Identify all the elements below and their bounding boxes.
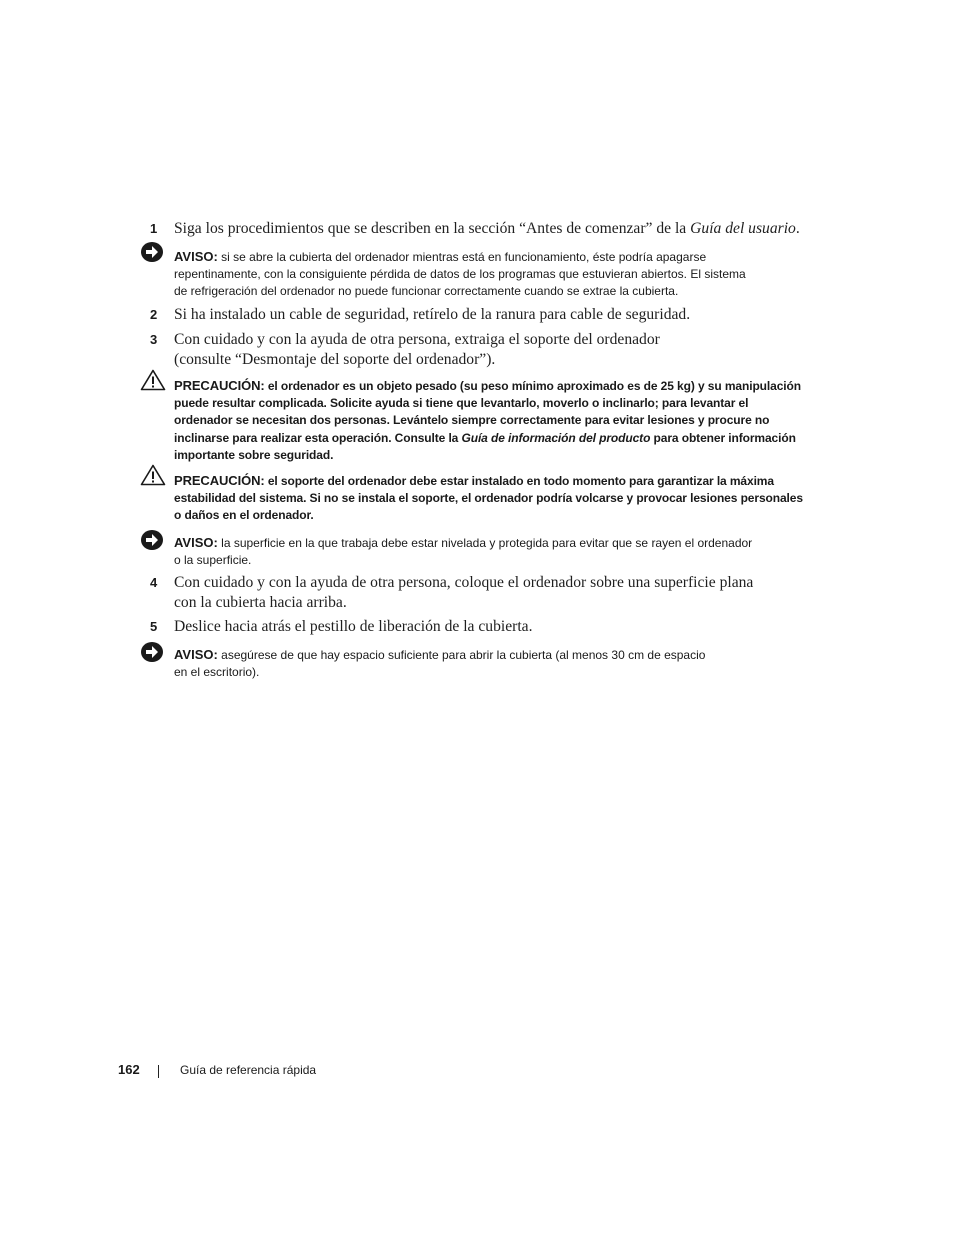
step-text: Con cuidado y con la ayuda de otra persona, extraiga el soporte del ordenador (consulte “Desmontaje del soporte del ordenador”). <box>174 331 660 368</box>
caution-body: PRECAUCIÓN: el soporte del ordenador debe estar instalado en todo momento para garantizar la máxima estabilidad del sistema. Si no se instala el soporte, el ordenador podría volcarse y provocar lesiones personales o daños en el ordenador. <box>174 473 803 523</box>
notice-body: AVISO: si se abre la cubierta del ordenador mientras está en funcionamiento, éste podría apagarse repentinamente, con la consiguiente pérdida de datos de los programas que estuvieran abiertos. El sistema de refrigeración del ordenador no puede funcionar correctamente cuando se extrae la cubierta. <box>174 249 746 299</box>
step-text: Siga los procedimientos que se describen en la sección “Antes de comenzar” de la Guía del usuario. <box>174 220 800 237</box>
notice-icon <box>140 529 164 551</box>
footer-title: Guía de referencia rápida <box>180 1063 317 1077</box>
notice-icon <box>140 641 164 663</box>
caution-body: PRECAUCIÓN: el ordenador es un objeto pesado (su peso mínimo aproximado es de 25 kg) y su manipulación puede resultar complicada. Solicite ayuda si tiene que levantarlo, moverlo o inclinarlo; para levantar el ordenador se necesitan dos personas. Levántelo siempre correctamente para evitar lesiones y procure no inclinarse para realizar esta operación. Consulte la Guía de información del producto para obtener información importante sobre seguridad. <box>174 378 801 462</box>
notice-label: AVISO: <box>174 647 218 662</box>
notice-body: AVISO: asegúrese de que hay espacio suficiente para abrir la cubierta (al menos 30 cm de espacio en el escritorio). <box>174 647 706 680</box>
step-number: 4 <box>150 575 158 590</box>
notice-label: AVISO: <box>174 249 218 264</box>
footer-divider <box>158 1065 159 1078</box>
caution-triangle-icon <box>140 464 166 486</box>
notice-label: AVISO: <box>174 535 218 550</box>
step-text: Con cuidado y con la ayuda de otra persona, coloque el ordenador sobre una superficie plana con la cubierta hacia arriba. <box>174 574 754 611</box>
page-number: 162 <box>118 1062 140 1077</box>
step-number: 5 <box>150 619 158 634</box>
step-text: Deslice hacia atrás el pestillo de liberación de la cubierta. <box>174 618 533 635</box>
caution-label: PRECAUCIÓN: <box>174 473 265 488</box>
step-text: Si ha instalado un cable de seguridad, retírelo de la ranura para cable de seguridad. <box>174 306 691 323</box>
caution-triangle-icon <box>140 369 166 391</box>
step-number: 3 <box>150 332 158 347</box>
caution-label: PRECAUCIÓN: <box>174 378 265 393</box>
step-number: 2 <box>150 307 158 322</box>
step-number: 1 <box>150 221 158 236</box>
notice-body: AVISO: la superficie en la que trabaja debe estar nivelada y protegida para evitar que se rayen el ordenador o la superficie. <box>174 535 753 568</box>
notice-icon <box>140 241 164 263</box>
